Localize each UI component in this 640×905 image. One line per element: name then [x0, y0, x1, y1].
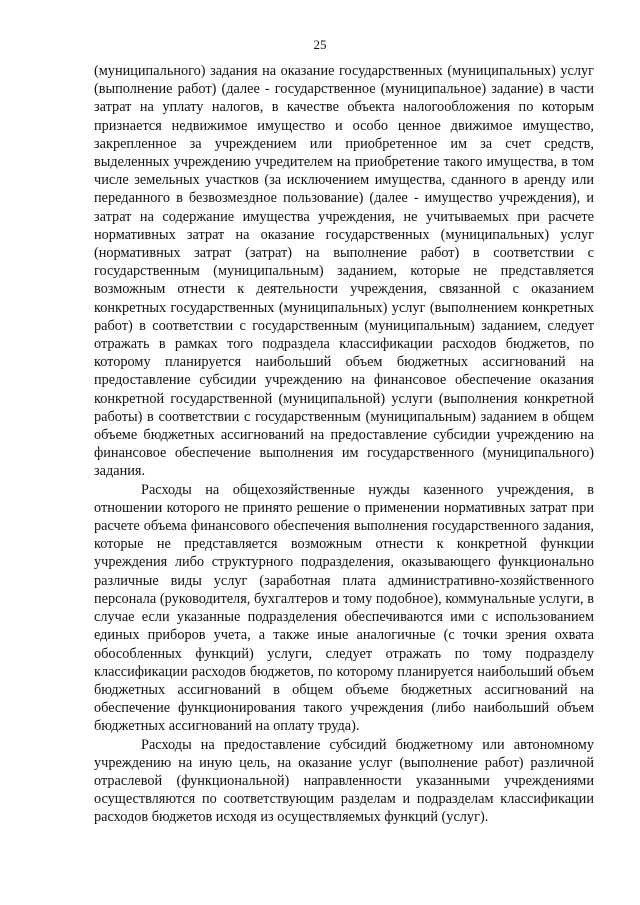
paragraph-1: (муниципального) задания на оказание государственных (муниципальных) услуг (выполнение работ) (далее - государственное (муниципальное) задание) в части затрат на уплату налогов, в качестве объекта налогообложения по которым признается недвижимое имущество и особо ценное движимое имущество, закрепленное за учреждением или приобретенное им за счет средств, выделенных учреждению учредителем на приобретение такого имущества, в том числе земельных участков (за исключением имущества, сданного в аренду или переданного в безвозмездное пользование) (далее - имущество учреждения), и затрат на содержание имущества учреждения, не учитываемых при расчете нормативных затрат на оказание государственных (муниципальных) услуг (нормативных затрат (затрат) на выполнение работ) в соответствии с государственным (муниципальным) заданием, которые не представляется возможным отнести к деятельности учреждения, связанной с оказанием конкретных государственных (муниципальных) услуг (выполнением конкретных работ) в соответствии с государственным (муниципальным) заданием, следует отражать в рамках того подраздела классификации расходов бюджетов, по которому планируется наибольший объем бюджетных ассигнований на предоставление субсидии учреждению на финансовое обеспечение оказания конкретной государственной (муниципальной) услуги (выполнения конкретной работы) в соответствии с государственным (муниципальным) заданием в общем объеме бюджетных ассигнований на предоставление субсидии учреждению на финансовое обеспечение выполнения им государственного (муниципального) задания. — [94, 63, 594, 480]
paragraph-3: Расходы на предоставление субсидий бюджетному или автономному учреждению на иную цель, на оказание услуг (выполнение работ) различной отраслевой (функциональной) направленности указанными учреждениями осуществляются по соответствующим разделам и подразделам классификации расходов бюджетов исходя из осуществляемых функций (услуг). — [94, 736, 594, 826]
page-number: 25 — [313, 37, 327, 52]
document-body — [94, 62, 594, 827]
paragraph-2: Расходы на общехозяйственные нужды казенного учреждения, в отношении которого не принято решение о применении нормативных затрат при расчете объема финансового обеспечения выполнения государственного задания, которые не представляется возможным отнести к конкретной функции учреждения либо структурного подразделения, оказывающего функционально различные виды услуг (заработная плата административно-хозяйственного персонала (руководителя, бухгалтеров и тому подобное), коммунальные услуги, в случае если указанные подразделения обеспечиваются ими с использованием единых приборов учета, а также иные аналогичные (с точки зрения охвата обособленных функций) услуги, следует отражать по тому подразделу классификации расходов бюджетов, по которому планируется наибольший объем бюджетных ассигнований в общем объеме бюджетных ассигнований на обеспечение функционирования такого учреждения (либо наибольший объем бюджетных ассигнований на оплату труда). — [94, 481, 594, 735]
